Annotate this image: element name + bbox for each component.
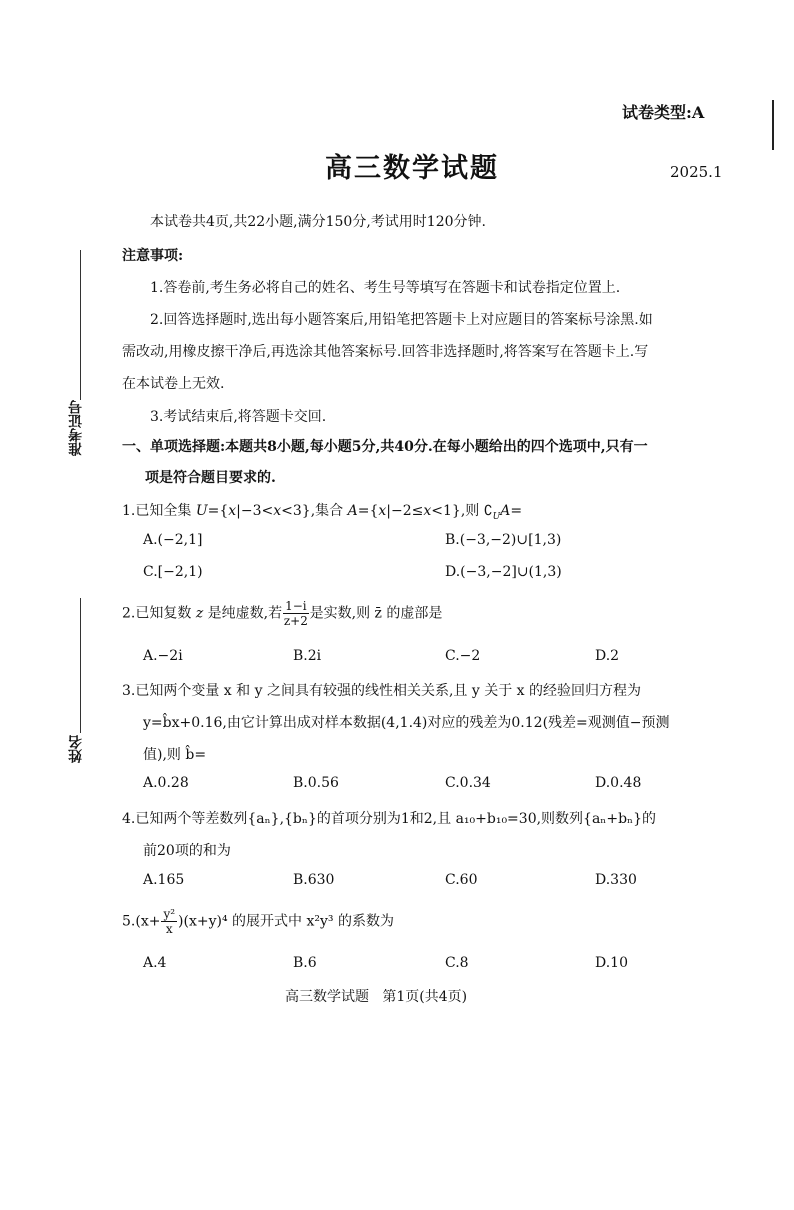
notice-heading: 注意事项: <box>122 248 184 264</box>
exam-date: 2025.1 <box>670 163 723 181</box>
q2-fraction <box>283 600 309 627</box>
question-3-line-3: 值),则 b̂= <box>143 747 207 763</box>
question-3-line-1: 3.已知两个变量 x 和 y 之间具有较强的线性相关关系,且 y 关于 x 的经验回归方程为 <box>122 683 642 699</box>
q2-option-d: D.2 <box>595 648 620 664</box>
q2-fraction-num: 1−i <box>285 599 307 613</box>
q3-option-d: D.0.48 <box>595 775 642 791</box>
binding-edge-mark <box>772 100 774 150</box>
exam-id-write-line <box>80 250 81 400</box>
q1-option-d: D.(−3,−2]∪(1,3) <box>445 564 562 580</box>
q2-mid: 是纯虚数,若 <box>207 605 283 622</box>
q1-option-b: B.(−3,−2)∪[1,3) <box>445 532 562 548</box>
page-footer: 高三数学试题 第1页(共4页) <box>285 989 468 1005</box>
question-2-stem: 2.已知复数 z 是纯虚数,若 $\frac{1-i}{z+2}$ 是实数,则 z̄ 的虚部是 <box>122 599 443 628</box>
question-1-stem: 1.已知全集 U={x|−3<x<3},集合 A={x|−2≤x<1},则 $∁_UA=$ <box>122 503 523 522</box>
q4-option-c: C.60 <box>445 872 478 888</box>
q3-option-a: A.0.28 <box>143 775 189 791</box>
q2-tail: 是实数,则 <box>309 605 371 622</box>
q4-option-a: A.165 <box>143 872 185 888</box>
question-4-line-1: 4.已知两个等差数列{aₙ},{bₙ}的首项分别为1和2,且 a₁₀+b₁₀=30,则数列{aₙ+bₙ}的 <box>122 811 657 827</box>
q5-option-c: C.8 <box>445 955 469 971</box>
q3-option-c: C.0.34 <box>445 775 491 791</box>
section-1-heading: 一、单项选择题:本题共8小题,每小题5分,共40分.在每小题给出的四个选项中,只有一 <box>122 439 648 455</box>
name-label: 姓名 <box>68 735 84 763</box>
intro-text: 本试卷共4页,共22小题,满分150分,考试用时120分钟. <box>150 214 486 230</box>
q5-option-d: D.10 <box>595 955 628 971</box>
q2-end: 的虚部是 <box>386 605 443 622</box>
name-write-line <box>80 598 81 733</box>
notice-item-2-line-1: 2.回答选择题时,选出每小题答案后,用铅笔把答题卡上对应题目的答案标号涂黑.如 <box>150 312 653 328</box>
q2-option-c: C.−2 <box>445 648 481 664</box>
q3-option-b: B.0.56 <box>293 775 339 791</box>
q2-option-b: B.2i <box>293 648 322 664</box>
q4-option-b: B.630 <box>293 872 335 888</box>
q2-fraction-den: z+2 <box>283 614 308 628</box>
notice-item-3: 3.考试结束后,将答题卡交回. <box>150 409 327 425</box>
q5-fraction <box>161 908 177 935</box>
q2-zbar: z̄ <box>374 605 382 622</box>
paper-type-label: 试卷类型:A <box>622 103 705 122</box>
notice-item-2-line-3: 在本试卷上无效. <box>122 376 225 392</box>
q4-option-d: D.330 <box>595 872 637 888</box>
q1-option-a: A.(−2,1] <box>143 532 203 548</box>
q5-tail: )(x+y)⁴ 的展开式中 x²y³ 的系数为 <box>178 913 394 930</box>
question-3-line-2: y=b̂x+0.16,由它计算出成对样本数据(4,1.4)对应的残差为0.12(残差=观测值−预测 <box>143 715 670 731</box>
section-1-heading-cont: 项是符合题目要求的. <box>145 470 276 486</box>
q1-option-c: C.[−2,1) <box>143 564 203 580</box>
q5-option-b: B.6 <box>293 955 317 971</box>
notice-item-1: 1.答卷前,考生务必将自己的姓名、考生号等填写在答题卡和试卷指定位置上. <box>150 280 621 296</box>
q5-option-a: A.4 <box>143 955 167 971</box>
exam-id-label: 准考证号 <box>68 400 84 456</box>
question-5-stem <box>122 908 394 935</box>
page-title: 高三数学试题 <box>325 153 499 184</box>
q2-lead: 2.已知复数 <box>122 605 192 622</box>
q5-fraction-num: y² <box>163 907 176 921</box>
notice-item-2-line-2: 需改动,用橡皮擦干净后,再选涂其他答案标号.回答非选择题时,将答案写在答题卡上.写 <box>122 344 649 360</box>
question-4-line-2: 前20项的和为 <box>143 843 231 859</box>
q2-option-a: A.−2i <box>143 648 183 664</box>
q5-lead: 5.(x+ <box>122 913 161 930</box>
q5-fraction-den: x <box>165 922 173 936</box>
